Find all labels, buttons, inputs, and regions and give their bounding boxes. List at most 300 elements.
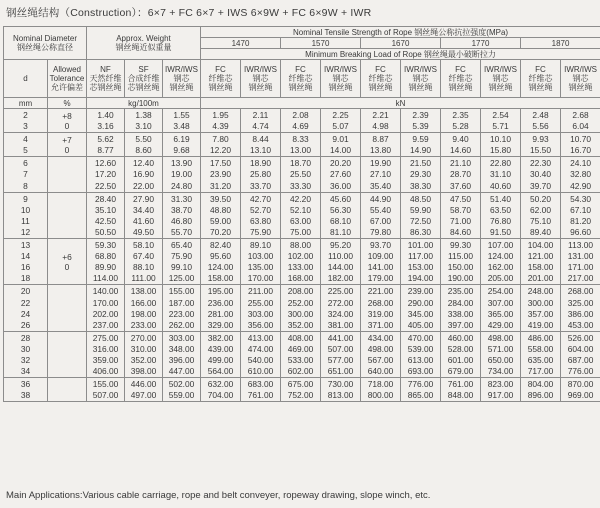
load-cell: 91.50 (481, 226, 521, 239)
load-cell: 168.00 (281, 272, 321, 285)
load-cell: 201.00 (521, 272, 561, 285)
load-cell: 21.50 (401, 157, 441, 169)
load-cell: 486.00 (521, 331, 561, 343)
load-cell: 248.00 (521, 285, 561, 297)
weight-cell: 446.00 (125, 378, 163, 390)
weight-cell: 19.00 (163, 168, 201, 179)
tolerance-cell (48, 192, 87, 238)
weight-cell: 502.00 (163, 378, 201, 390)
load-cell: 352.00 (281, 319, 321, 332)
diameter-cell: 34 (4, 365, 48, 378)
load-cell: 324.00 (321, 308, 361, 319)
table-header (4, 27, 600, 109)
load-cell: 59.90 (401, 204, 441, 215)
main-applications: Main Applications:Various cable carriage, rope and belt conveyer, ropeway drawing, slope winch, etc. (6, 490, 431, 501)
load-cell: 2.11 (241, 109, 281, 121)
load-cell: 62.00 (521, 204, 561, 215)
load-cell: 281.00 (201, 308, 241, 319)
weight-cell: 406.00 (87, 365, 125, 378)
load-cell: 687.00 (561, 354, 600, 365)
table-row (4, 144, 600, 157)
load-cell: 604.00 (561, 343, 600, 354)
weight-cell: 275.00 (87, 331, 125, 343)
load-cell: 357.00 (521, 308, 561, 319)
load-cell: 804.00 (521, 378, 561, 390)
weight-cell: 3.48 (163, 120, 201, 133)
load-iwr-header: IWR/IWS 钢芯 钢丝绳 (401, 60, 441, 98)
unit-mm: mm (4, 98, 48, 109)
weight-sf-header: SF 合成纤维 芯钢丝绳 (125, 60, 163, 98)
load-cell: 24.10 (561, 157, 600, 169)
load-cell: 39.50 (201, 192, 241, 204)
weight-cell: 155.00 (163, 285, 201, 297)
weight-cell: 38.70 (163, 204, 201, 215)
load-cell: 439.00 (201, 343, 241, 354)
tolerance-cell (48, 285, 87, 331)
load-cell: 2.54 (481, 109, 521, 121)
weight-cell: 88.10 (125, 261, 163, 272)
weight-cell: 68.80 (87, 250, 125, 261)
diameter-cell: 13 (4, 239, 48, 251)
load-cell: 27.10 (361, 168, 401, 179)
diameter-cell: 18 (4, 272, 48, 285)
weight-cell: 233.00 (125, 319, 163, 332)
weight-cell: 1.55 (163, 109, 201, 121)
weight-iwr-header: IWR/IWS 钢芯 钢丝绳 (163, 60, 201, 98)
load-cell: 13.80 (361, 144, 401, 157)
table-row (4, 120, 600, 133)
load-cell: 9.40 (441, 133, 481, 145)
weight-cell: 559.00 (163, 389, 201, 402)
weight-cell: 3.10 (125, 120, 163, 133)
load-cell: 405.00 (401, 319, 441, 332)
load-cell: 182.00 (321, 272, 361, 285)
weight-cell: 67.40 (125, 250, 163, 261)
load-cell: 558.00 (521, 343, 561, 354)
unit-load: kN (201, 98, 600, 109)
load-cell: 20.20 (321, 157, 361, 169)
diameter-cell: 4 (4, 133, 48, 145)
weight-cell: 24.80 (163, 180, 201, 193)
load-cell: 52.70 (241, 204, 281, 215)
table-row (4, 226, 600, 239)
load-cell: 29.30 (401, 168, 441, 179)
nominal-diameter-header: Nominal Diameter 钢丝绳公称直径 (4, 27, 87, 60)
weight-cell: 3.16 (87, 120, 125, 133)
load-cell: 870.00 (561, 378, 600, 390)
load-cell: 23.90 (201, 168, 241, 179)
tolerance-header: Allowed Tolerance 允许偏差 (48, 60, 87, 98)
load-cell: 75.00 (281, 226, 321, 239)
weight-cell: 111.00 (125, 272, 163, 285)
unit-weight: kg/100m (87, 98, 201, 109)
load-cell: 15.80 (481, 144, 521, 157)
load-cell: 21.10 (441, 157, 481, 169)
load-cell: 255.00 (241, 297, 281, 308)
load-cell: 602.00 (281, 365, 321, 378)
load-cell: 104.00 (521, 239, 561, 251)
load-cell: 93.70 (361, 239, 401, 251)
load-cell: 42.90 (561, 180, 600, 193)
load-cell: 382.00 (201, 331, 241, 343)
load-cell: 2.08 (281, 109, 321, 121)
weight-cell: 125.00 (163, 272, 201, 285)
load-cell: 734.00 (481, 365, 521, 378)
load-cell: 408.00 (281, 331, 321, 343)
load-cell: 44.90 (361, 192, 401, 204)
load-cell: 30.40 (521, 168, 561, 179)
weight-cell: 8.77 (87, 144, 125, 157)
load-cell: 526.00 (561, 331, 600, 343)
weight-cell: 223.00 (163, 308, 201, 319)
weight-cell: 13.90 (163, 157, 201, 169)
load-cell: 540.00 (241, 354, 281, 365)
load-cell: 225.00 (321, 285, 361, 297)
load-cell: 969.00 (561, 389, 600, 402)
load-cell: 9.01 (321, 133, 361, 145)
weight-cell: 198.00 (125, 308, 163, 319)
load-cell: 81.20 (561, 215, 600, 226)
load-cell: 55.40 (361, 204, 401, 215)
weight-cell: 5.62 (87, 133, 125, 145)
specification-table-wrap (3, 26, 600, 402)
weight-cell: 89.90 (87, 261, 125, 272)
load-cell: 35.40 (361, 180, 401, 193)
weight-cell: 262.00 (163, 319, 201, 332)
load-cell: 813.00 (321, 389, 361, 402)
load-cell: 254.00 (481, 285, 521, 297)
load-cell: 1.95 (201, 109, 241, 121)
table-row (4, 331, 600, 343)
load-cell: 386.00 (561, 308, 600, 319)
weight-cell: 65.40 (163, 239, 201, 251)
load-cell: 113.00 (561, 239, 600, 251)
load-cell: 158.00 (521, 261, 561, 272)
load-cell: 319.00 (361, 308, 401, 319)
weight-cell: 170.00 (87, 297, 125, 308)
weight-cell: 17.20 (87, 168, 125, 179)
load-cell: 38.30 (401, 180, 441, 193)
load-cell: 59.00 (201, 215, 241, 226)
weight-cell: 398.00 (125, 365, 163, 378)
load-cell: 211.00 (241, 285, 281, 297)
load-cell: 718.00 (361, 378, 401, 390)
load-cell: 381.00 (321, 319, 361, 332)
weight-cell: 316.00 (87, 343, 125, 354)
table-row (4, 308, 600, 319)
load-cell: 54.30 (561, 192, 600, 204)
load-cell: 564.00 (201, 365, 241, 378)
load-cell: 470.00 (401, 331, 441, 343)
weight-cell: 348.00 (163, 343, 201, 354)
load-cell: 2.48 (521, 109, 561, 121)
load-cell: 761.00 (441, 378, 481, 390)
load-cell: 752.00 (281, 389, 321, 402)
load-cell: 268.00 (561, 285, 600, 297)
load-cell: 56.30 (321, 204, 361, 215)
weight-cell: 5.50 (125, 133, 163, 145)
load-cell: 613.00 (401, 354, 441, 365)
load-cell: 67.00 (361, 215, 401, 226)
weight-nf-header: NF 天然纤维 芯钢丝绳 (87, 60, 125, 98)
load-cell: 507.00 (321, 343, 361, 354)
load-cell: 7.80 (201, 133, 241, 145)
load-cell: 95.20 (321, 239, 361, 251)
diameter-cell: 20 (4, 285, 48, 297)
load-cell: 8.33 (281, 133, 321, 145)
table-row (4, 180, 600, 193)
load-cell: 121.00 (521, 250, 561, 261)
load-cell: 124.00 (481, 250, 521, 261)
load-cell: 345.00 (401, 308, 441, 319)
load-cell: 117.00 (401, 250, 441, 261)
approx-weight-header: Approx. Weight 钢丝绳近似重量 (87, 27, 201, 60)
weight-cell: 447.00 (163, 365, 201, 378)
load-cell: 141.00 (361, 261, 401, 272)
load-cell: 650.00 (481, 354, 521, 365)
load-cell: 498.00 (481, 331, 521, 343)
load-cell: 284.00 (441, 297, 481, 308)
table-row (4, 389, 600, 402)
load-cell: 679.00 (441, 365, 481, 378)
weight-cell: 352.00 (125, 354, 163, 365)
load-cell: 14.00 (321, 144, 361, 157)
load-cell: 124.00 (201, 261, 241, 272)
load-cell: 96.60 (561, 226, 600, 239)
table-row (4, 215, 600, 226)
load-cell: 194.00 (401, 272, 441, 285)
breaking-load-header: Minimum Breaking Load of Rope 钢丝绳最小破断拉力 (201, 49, 600, 60)
weight-cell: 114.00 (87, 272, 125, 285)
load-cell: 272.00 (321, 297, 361, 308)
weight-cell: 359.00 (87, 354, 125, 365)
weight-cell: 99.10 (163, 261, 201, 272)
load-cell: 2.25 (321, 109, 361, 121)
load-cell: 19.90 (361, 157, 401, 169)
diameter-cell: 8 (4, 180, 48, 193)
load-cell: 31.20 (201, 180, 241, 193)
table-row (4, 192, 600, 204)
diameter-cell: 28 (4, 331, 48, 343)
load-cell: 52.10 (281, 204, 321, 215)
tolerance-cell (48, 331, 87, 377)
load-cell: 72.50 (401, 215, 441, 226)
load-cell: 63.80 (241, 215, 281, 226)
diameter-cell: 5 (4, 144, 48, 157)
table-row (4, 354, 600, 365)
weight-cell: 50.50 (87, 226, 125, 239)
load-cell: 48.50 (401, 192, 441, 204)
load-cell: 25.80 (241, 168, 281, 179)
load-cell: 39.70 (521, 180, 561, 193)
load-cell: 5.07 (321, 120, 361, 133)
load-cell: 865.00 (401, 389, 441, 402)
load-fc-header: FC 纤维芯 钢丝绳 (441, 60, 481, 98)
load-cell: 498.00 (361, 343, 401, 354)
load-cell: 107.00 (481, 239, 521, 251)
load-cell: 40.60 (481, 180, 521, 193)
weight-cell: 58.10 (125, 239, 163, 251)
table-body (4, 109, 600, 402)
weight-cell: 41.60 (125, 215, 163, 226)
table-row (4, 343, 600, 354)
table-row (4, 204, 600, 215)
load-cell: 42.20 (281, 192, 321, 204)
grade-header: 1570 (281, 38, 361, 49)
load-cell: 460.00 (441, 331, 481, 343)
load-cell: 9.93 (521, 133, 561, 145)
load-cell: 217.00 (561, 272, 600, 285)
weight-cell: 166.00 (125, 297, 163, 308)
load-iwr-header: IWR/IWS 钢芯 钢丝绳 (561, 60, 600, 98)
grade-header: 1770 (441, 38, 521, 49)
diameter-cell: 2 (4, 109, 48, 121)
load-cell: 84.60 (441, 226, 481, 239)
unit-percent: % (48, 98, 87, 109)
table-row (4, 319, 600, 332)
load-cell: 635.00 (521, 354, 561, 365)
load-cell: 9.59 (401, 133, 441, 145)
load-cell: 601.00 (441, 354, 481, 365)
load-cell: 499.00 (201, 354, 241, 365)
load-cell: 95.60 (201, 250, 241, 261)
load-cell: 16.70 (561, 144, 600, 157)
load-cell: 89.10 (241, 239, 281, 251)
table-row (4, 157, 600, 169)
weight-cell: 138.00 (125, 285, 163, 297)
load-iwr-header: IWR/IWS 钢芯 钢丝绳 (481, 60, 521, 98)
weight-cell: 270.00 (125, 331, 163, 343)
tensile-strength-header: Nominal Tensile Strength of Rope 钢丝绳公称抗拉强度(MPa) (201, 27, 600, 38)
load-cell: 776.00 (561, 365, 600, 378)
load-cell: 800.00 (361, 389, 401, 402)
weight-cell: 237.00 (87, 319, 125, 332)
load-cell: 79.80 (361, 226, 401, 239)
load-cell: 58.70 (441, 204, 481, 215)
load-cell: 4.69 (281, 120, 321, 133)
load-cell: 37.60 (441, 180, 481, 193)
table-row (4, 239, 600, 251)
weight-cell: 42.50 (87, 215, 125, 226)
load-cell: 717.00 (521, 365, 561, 378)
tolerance-cell (48, 378, 87, 402)
weight-cell: 12.40 (125, 157, 163, 169)
load-cell: 36.00 (321, 180, 361, 193)
load-cell: 75.90 (241, 226, 281, 239)
load-cell: 397.00 (441, 319, 481, 332)
load-cell: 31.10 (481, 168, 521, 179)
diameter-cell: 30 (4, 343, 48, 354)
load-cell: 5.28 (441, 120, 481, 133)
load-cell: 28.70 (441, 168, 481, 179)
load-cell: 103.00 (241, 250, 281, 261)
diameter-cell: 7 (4, 168, 48, 179)
load-cell: 632.00 (201, 378, 241, 390)
diameter-cell: 24 (4, 308, 48, 319)
load-cell: 371.00 (361, 319, 401, 332)
load-cell: 88.00 (281, 239, 321, 251)
load-cell: 252.00 (281, 297, 321, 308)
table-row (4, 297, 600, 308)
load-cell: 14.60 (441, 144, 481, 157)
weight-cell: 396.00 (163, 354, 201, 365)
load-cell: 63.50 (481, 204, 521, 215)
load-iwr-header: IWR/IWS 钢芯 钢丝绳 (321, 60, 361, 98)
load-cell: 434.00 (361, 331, 401, 343)
weight-cell: 140.00 (87, 285, 125, 297)
load-cell: 268.00 (361, 297, 401, 308)
load-cell: 135.00 (241, 261, 281, 272)
load-cell: 235.00 (441, 285, 481, 297)
load-cell: 577.00 (321, 354, 361, 365)
diameter-cell: 14 (4, 250, 48, 261)
load-cell: 144.00 (321, 261, 361, 272)
weight-cell: 35.10 (87, 204, 125, 215)
weight-cell: 202.00 (87, 308, 125, 319)
load-cell: 153.00 (401, 261, 441, 272)
load-cell: 76.80 (481, 215, 521, 226)
load-cell: 823.00 (481, 378, 521, 390)
weight-cell: 22.50 (87, 180, 125, 193)
load-cell: 18.90 (241, 157, 281, 169)
load-cell: 2.68 (561, 109, 600, 121)
load-cell: 533.00 (281, 354, 321, 365)
weight-cell: 507.00 (87, 389, 125, 402)
table-row (4, 378, 600, 390)
load-cell: 63.00 (281, 215, 321, 226)
load-cell: 50.20 (521, 192, 561, 204)
load-cell: 179.00 (361, 272, 401, 285)
load-cell: 5.71 (481, 120, 521, 133)
load-cell: 730.00 (321, 378, 361, 390)
load-cell: 441.00 (321, 331, 361, 343)
load-cell: 22.30 (521, 157, 561, 169)
tolerance-cell: +8 0 (48, 109, 87, 133)
load-cell: 675.00 (281, 378, 321, 390)
load-fc-header: FC 纤维芯 钢丝绳 (201, 60, 241, 98)
load-cell: 338.00 (441, 308, 481, 319)
load-cell: 67.10 (561, 204, 600, 215)
construction-title: 钢丝绳结构（Construction）：6×7 + FC 6×7 + IWS 6×9W + FC 6×9W + IWR (6, 7, 372, 19)
load-cell: 195.00 (201, 285, 241, 297)
table-row (4, 109, 600, 121)
load-cell: 303.00 (241, 308, 281, 319)
table-row (4, 261, 600, 272)
diameter-cell: 26 (4, 319, 48, 332)
load-iwr-header: IWR/IWS 钢芯 钢丝绳 (241, 60, 281, 98)
load-cell: 300.00 (281, 308, 321, 319)
load-cell: 474.00 (241, 343, 281, 354)
load-cell: 2.21 (361, 109, 401, 121)
load-cell: 45.60 (321, 192, 361, 204)
load-cell: 10.70 (561, 133, 600, 145)
load-cell: 82.40 (201, 239, 241, 251)
load-cell: 761.00 (241, 389, 281, 402)
load-cell: 2.35 (441, 109, 481, 121)
load-cell: 221.00 (361, 285, 401, 297)
diameter-cell: 36 (4, 378, 48, 390)
weight-cell: 75.90 (163, 250, 201, 261)
tolerance-cell: +7 0 (48, 133, 87, 157)
load-cell: 848.00 (441, 389, 481, 402)
load-cell: 6.04 (561, 120, 600, 133)
load-cell: 453.00 (561, 319, 600, 332)
load-cell: 300.00 (521, 297, 561, 308)
load-cell: 2.39 (401, 109, 441, 121)
load-cell: 27.60 (321, 168, 361, 179)
load-cell: 115.00 (441, 250, 481, 261)
load-cell: 86.30 (401, 226, 441, 239)
